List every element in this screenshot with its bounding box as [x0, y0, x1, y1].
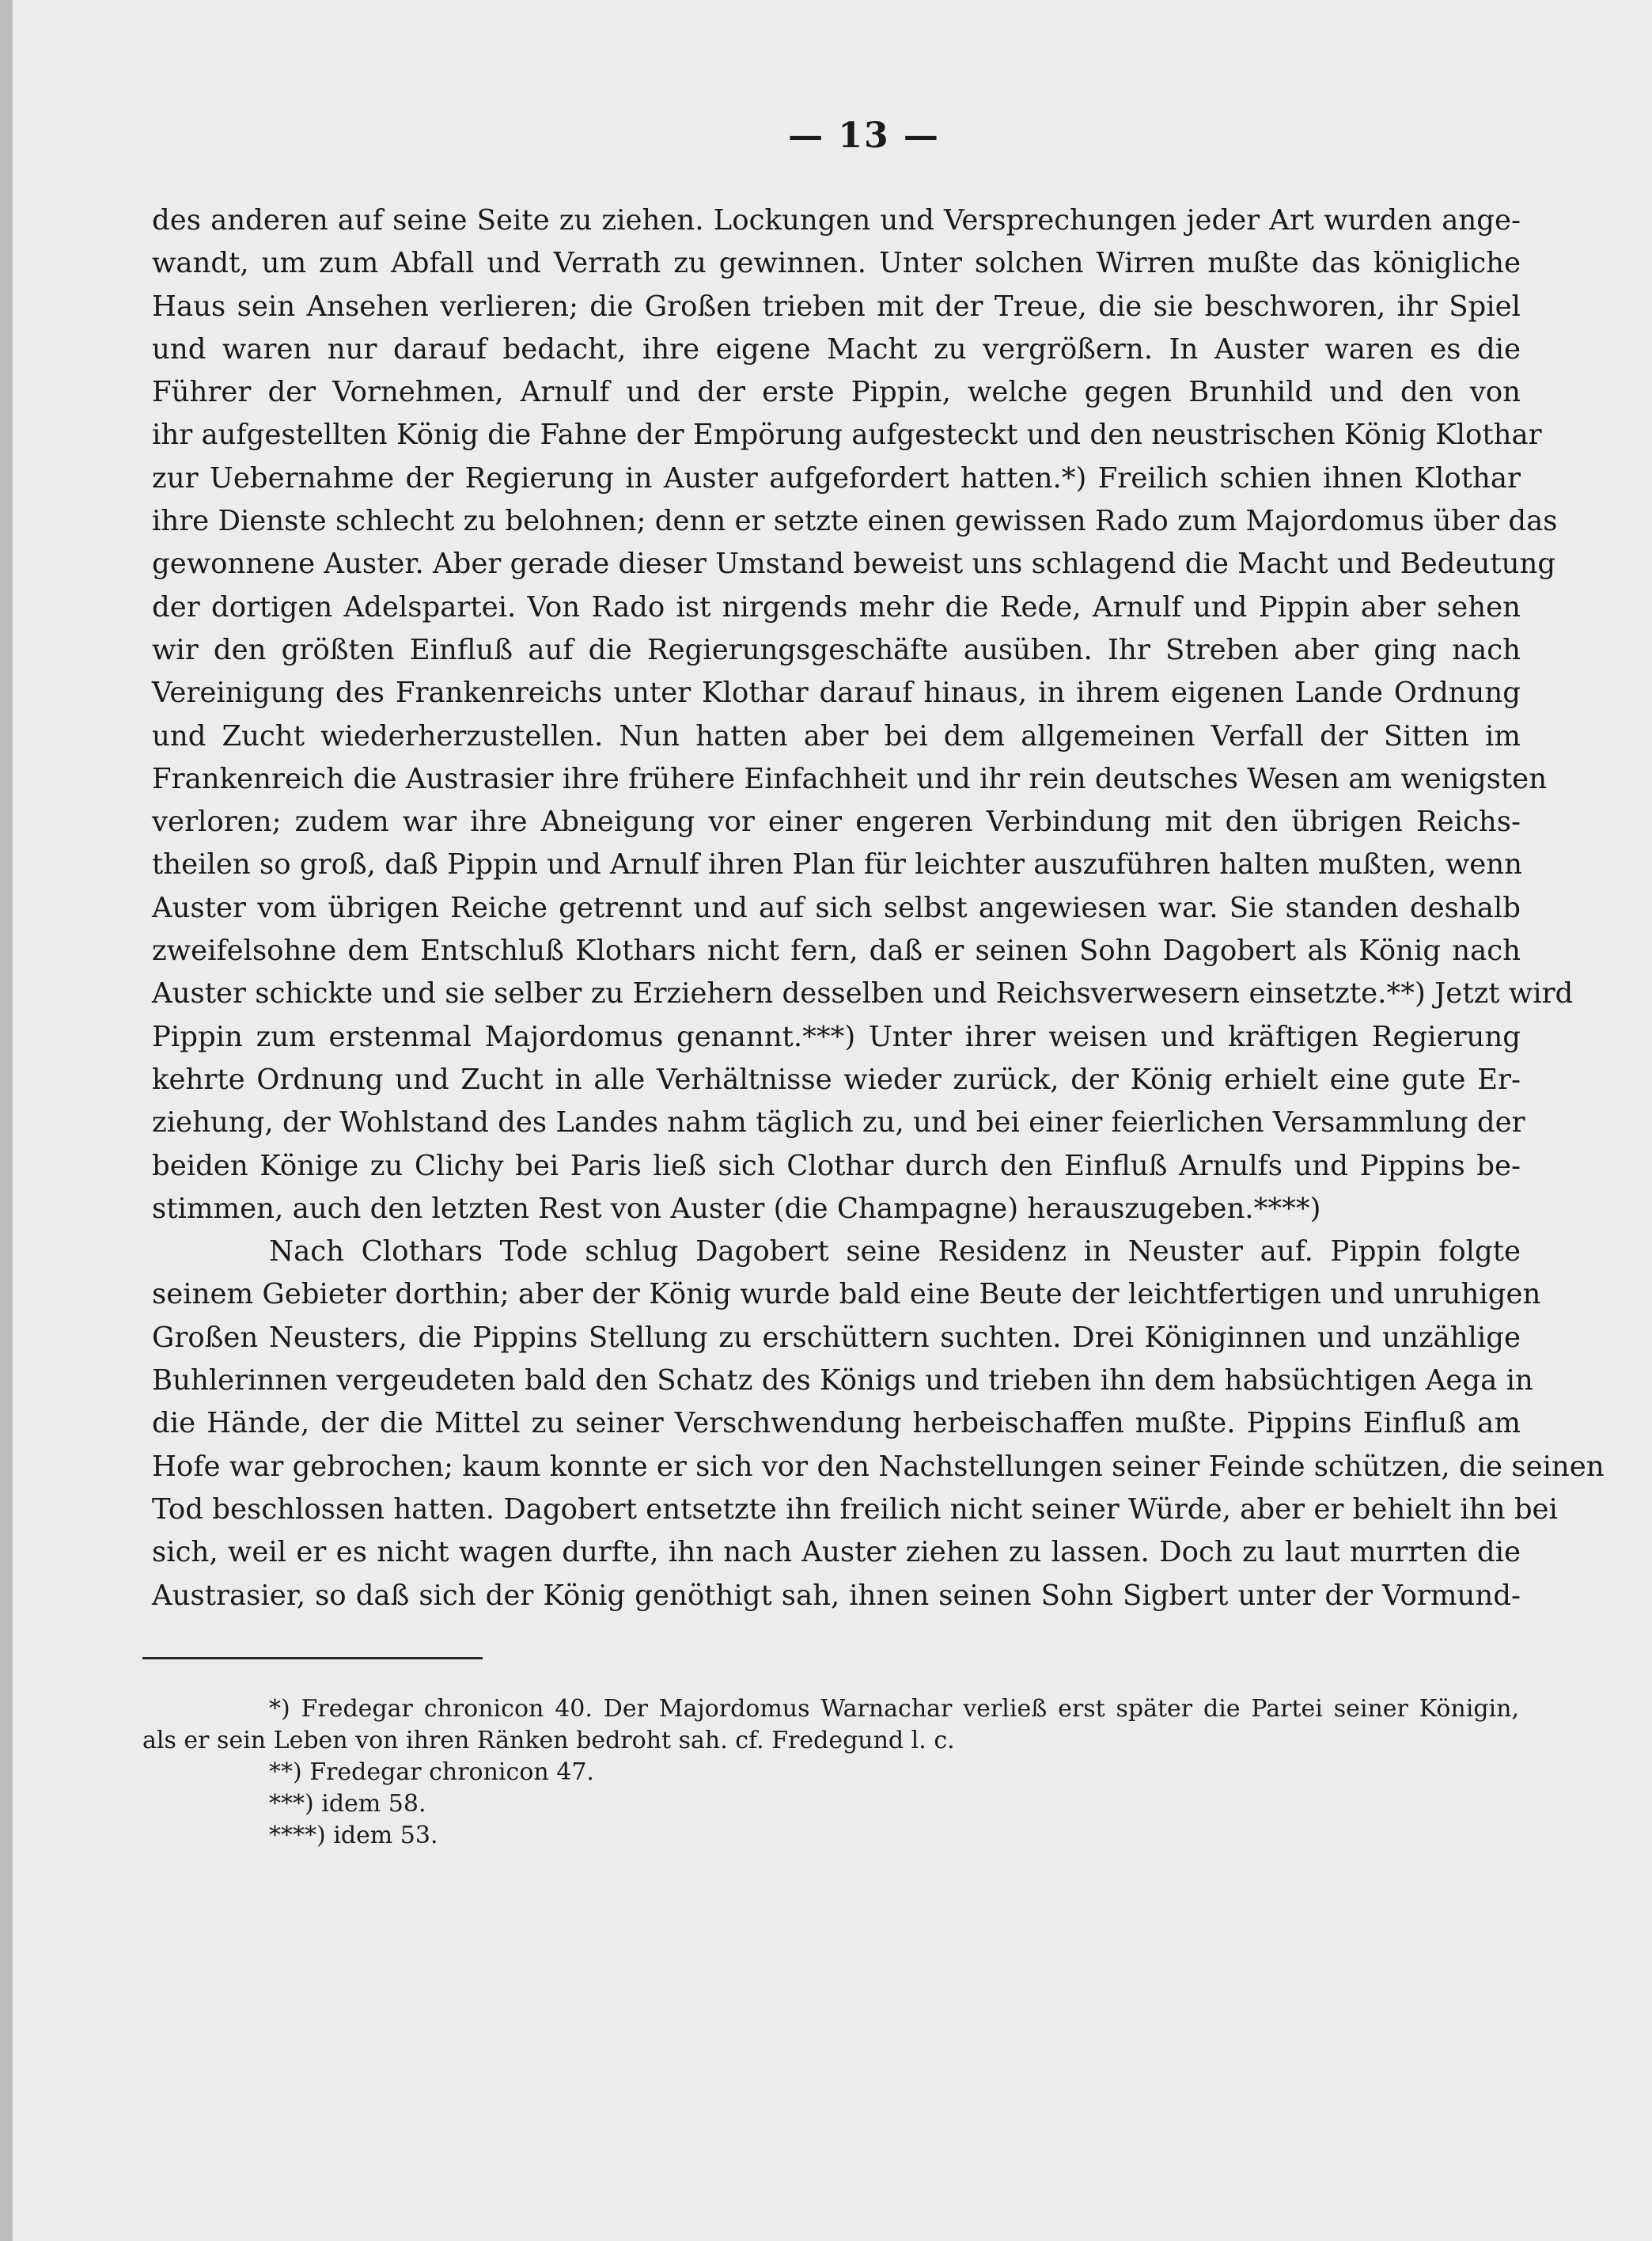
text-line: Haus sein Ansehen verlieren; die Großen trieben mit der Treue, die sie beschworen, ihr Spiel	[152, 290, 1521, 323]
text-line: Austrasier, so daß sich der König genöthigt sah, ihnen seinen Sohn Sigbert unter der Vormund-	[152, 1579, 1521, 1612]
footnote-separator	[142, 1657, 483, 1659]
text-line: zweifelsohne dem Entschluß Klothars nicht fern, daß er seinen Sohn Dagobert als König nach	[152, 935, 1521, 968]
text-line: Auster vom übrigen Reiche getrennt und auf sich selbst angewiesen war. Sie standen deshalb	[152, 891, 1521, 924]
text-line: Buhlerinnen vergeudeten bald den Schatz des Königs und trieben ihn dem habsüchtigen Aega in	[152, 1364, 1533, 1397]
text-line: Frankenreich die Austrasier ihre frühere Einfachheit und ihr rein deutsches Wesen am wenigsten	[152, 762, 1548, 795]
text-line: ziehung, der Wohlstand des Landes nahm täglich zu, und bei einer feierlichen Versammlung der	[152, 1106, 1525, 1139]
text-line: Vereinigung des Frankenreichs unter Klothar darauf hinaus, in ihrem eigenen Lande Ordnung	[152, 677, 1521, 710]
text-line: theilen so groß, daß Pippin und Arnulf ihren Plan für leichter auszuführen halten mußten, wenn	[152, 848, 1522, 882]
text-line: Großen Neusters, die Pippins Stellung zu erschüttern suchten. Drei Königinnen und unzählige	[152, 1321, 1521, 1354]
paragraph-start-line: Nach Clothars Tode schlug Dagobert seine Residenz in Neuster auf. Pippin folgte	[269, 1235, 1521, 1268]
text-line: der dortigen Adelspartei. Von Rado ist nirgends mehr die Rede, Arnulf und Pippin aber sehen	[152, 590, 1521, 624]
footnote-3: ***) idem 58.	[269, 1790, 426, 1818]
text-line: gewonnene Auster. Aber gerade dieser Umstand beweist uns schlagend die Macht und Bedeutung	[152, 548, 1556, 581]
text-line: wir den größten Einfluß auf die Regierungsgeschäfte ausüben. Ihr Streben aber ging nach	[152, 633, 1521, 666]
text-line: ihre Dienste schlecht zu belohnen; denn er setzte einen gewissen Rado zum Majordomus über das	[152, 505, 1558, 538]
text-line: Tod beschlossen hatten. Dagobert entsetzte ihn freilich nicht seiner Würde, aber er behielt ihn bei	[152, 1492, 1558, 1526]
text-line: Auster schickte und sie selber zu Erziehern desselben und Reichsverwesern einsetzte.**) Jetzt wird	[152, 977, 1574, 1011]
footnote-1: *) Fredegar chronicon 40. Der Majordomus Warnachar verließ erst später die Partei seiner Königin,	[269, 1695, 1519, 1723]
text-line: kehrte Ordnung und Zucht in alle Verhältnisse wieder zurück, der König erhielt eine gute Er-	[152, 1063, 1521, 1096]
text-line: Pippin zum erstenmal Majordomus genannt.***) Unter ihrer weisen und kräftigen Regierung	[152, 1020, 1521, 1053]
page-number: — 13 —	[788, 116, 940, 156]
text-line: beiden Könige zu Clichy bei Paris ließ sich Clothar durch den Einfluß Arnulfs und Pippins be-	[152, 1149, 1521, 1182]
text-line: wandt, um zum Abfall und Verrath zu gewinnen. Unter solchen Wirren mußte das königliche	[152, 247, 1521, 280]
text-line: des anderen auf seine Seite zu ziehen. Lockungen und Versprechungen jeder Art wurden ange-	[152, 204, 1521, 237]
text-line: stimmen, auch den letzten Rest von Auster (die Champagne) herauszugeben.****)	[152, 1192, 1321, 1225]
footnote-2: **) Fredegar chronicon 47.	[269, 1758, 594, 1786]
text-line: ihr aufgestellten König die Fahne der Empörung aufgesteckt und den neustrischen König Klothar	[152, 419, 1542, 452]
text-line: zur Uebernahme der Regierung in Auster aufgefordert hatten.*) Freilich schien ihnen Klothar	[152, 461, 1521, 495]
text-line: seinem Gebieter dorthin; aber der König wurde bald eine Beute der leichtfertigen und unruhigen	[152, 1278, 1541, 1311]
footnote-1-continuation: als er sein Leben von ihren Ränken bedroht sah. cf. Fredegund l. c.	[142, 1727, 955, 1754]
text-line: Hofe war gebrochen; kaum konnte er sich vor den Nachstellungen seiner Feinde schützen, die seinen	[152, 1450, 1605, 1483]
text-line: verloren; zudem war ihre Abneigung vor einer engeren Verbindung mit den übrigen Reichs-	[152, 806, 1521, 839]
text-line: und waren nur darauf bedacht, ihre eigene Macht zu vergrößern. In Auster waren es die	[152, 332, 1521, 366]
text-line: die Hände, der die Mittel zu seiner Verschwendung herbeischaffen mußte. Pippins Einfluß am	[152, 1407, 1521, 1440]
text-line: und Zucht wiederherzustellen. Nun hatten aber bei dem allgemeinen Verfall der Sitten im	[152, 719, 1521, 753]
text-line: sich, weil er es nicht wagen durfte, ihn nach Auster ziehen zu lassen. Doch zu laut murrten die	[152, 1536, 1521, 1569]
text-line: Führer der Vornehmen, Arnulf und der erste Pippin, welche gegen Brunhild und den von	[152, 376, 1521, 409]
footnote-4: ****) idem 53.	[269, 1822, 438, 1849]
footnotes	[142, 1693, 1519, 1852]
main-text	[152, 199, 1605, 1617]
page-binding-edge	[0, 0, 13, 2241]
